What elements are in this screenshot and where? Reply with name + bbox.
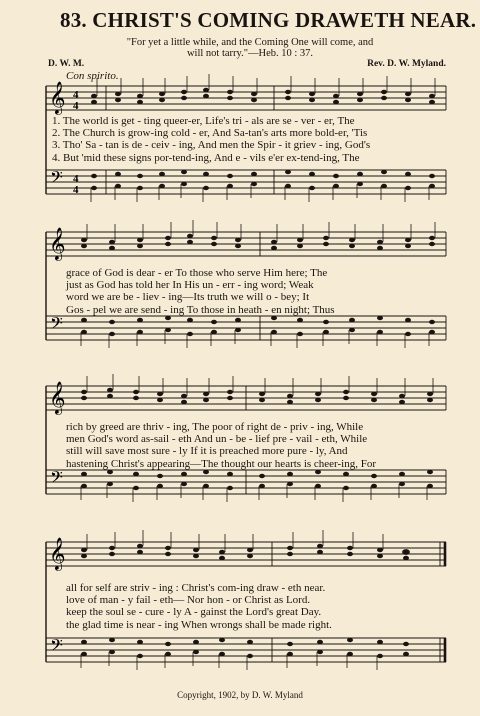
svg-text:4: 4 xyxy=(73,173,79,185)
lyrics-block-3 xyxy=(66,421,376,470)
lyric-line: 4. But 'mid these signs por-tend-ing, And e - vils e'er ex-tend-ing, The xyxy=(52,151,360,164)
meter-label: D. W. M. xyxy=(48,59,85,69)
author-label: Rev. D. W. Myland. xyxy=(367,59,446,69)
lyrics-block-4 xyxy=(66,582,332,631)
lyric-line: 2. The Church is grow-ing cold - er, And Sa-tan's arts more bold-er, 'Tis xyxy=(52,127,368,140)
lyric-line: still will save most sure - ly If it is preached more pure - ly, And xyxy=(66,445,348,458)
lyric-line: grace of God is dear - er To those who serve Him here; The xyxy=(66,267,328,279)
lyric-line: love of man - y fail - eth— Nor hon - or Christ as Lord. xyxy=(66,594,311,607)
hymn-title: 83. CHRIST'S COMING DRAWETH NEAR. xyxy=(60,8,477,32)
svg-text:𝄞: 𝄞 xyxy=(49,81,66,114)
svg-text:𝄢: 𝄢 xyxy=(50,635,63,659)
lyric-line: 3. Tho' Sa - tan is de - ceiv - ing, And men the Spir - it griev - ing, God's xyxy=(52,139,371,152)
lyric-line: 1. The world is get - ting queer-er, Life's tri - als are se - ver - er, The xyxy=(52,115,355,127)
epigraph-line-1: "For yet a little while, and the Coming One will come, and xyxy=(126,37,374,48)
lyric-line: hastening Christ's appearing—The thought our hearts is cheer-ing, For xyxy=(66,457,376,470)
svg-text:𝄞: 𝄞 xyxy=(49,537,66,570)
lyric-line: just as God has told her In His un - err - ing word; Weak xyxy=(66,279,314,292)
copyright-notice: Copyright, 1902, by D. W. Myland xyxy=(177,690,303,700)
svg-text:𝄢: 𝄢 xyxy=(50,313,63,337)
epigraph-line-2: will not tarry."—Heb. 10 : 37. xyxy=(186,48,314,59)
svg-text:4: 4 xyxy=(73,100,79,112)
lyric-line: men God's word as-sail - eth And un - be - lief pre - vail - eth, While xyxy=(66,433,368,446)
lyrics-block-1 xyxy=(52,115,370,164)
lyric-line: all for self are striv - ing : Christ's com-ing draw - eth near. xyxy=(66,582,326,594)
tempo-marking: Con spirito. xyxy=(66,70,119,82)
svg-text:4: 4 xyxy=(73,184,79,196)
svg-text:4: 4 xyxy=(73,89,79,101)
lyrics-block-2 xyxy=(66,267,335,316)
lyric-line: the glad time is near - ing When wrongs shall be made right. xyxy=(66,618,332,631)
epigraph xyxy=(100,37,400,59)
svg-text:𝄢: 𝄢 xyxy=(50,167,63,191)
svg-text:𝄞: 𝄞 xyxy=(49,381,66,414)
svg-text:𝄞: 𝄞 xyxy=(49,227,66,260)
lyric-line: keep the soul se - cure - ly A - gainst the Lord's great Day. xyxy=(66,606,322,619)
svg-text:𝄢: 𝄢 xyxy=(50,467,63,491)
lyric-line: Gos - pel we are send - ing To those in heath - en night; Thus xyxy=(66,303,335,316)
lyric-line: word we are be - liev - ing—Its truth we will o - bey; It xyxy=(66,291,310,304)
lyric-line: rich by greed are thriv - ing, The poor of right de - priv - ing, While xyxy=(66,421,364,433)
